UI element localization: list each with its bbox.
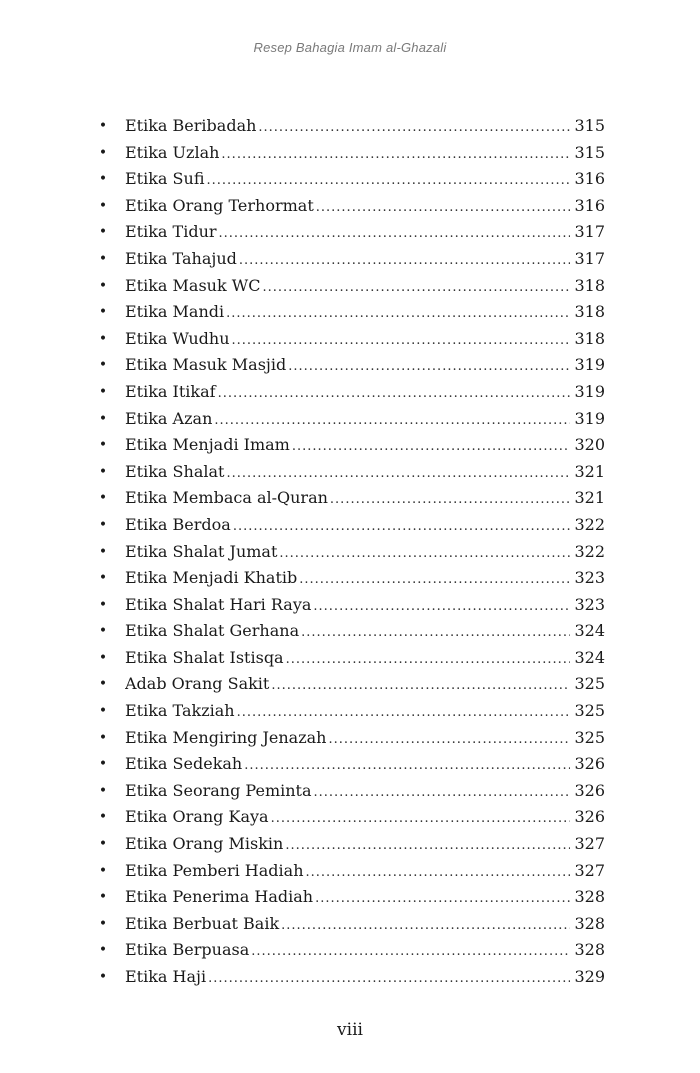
toc-entry <box>0 751 700 778</box>
dot-leader <box>239 248 571 275</box>
toc-entry-page: 327 <box>574 860 605 880</box>
toc-entry <box>0 804 700 831</box>
toc-entry-title: Adab Orang Sakit <box>125 674 270 694</box>
dot-leader <box>316 195 571 222</box>
dot-leader <box>271 673 570 700</box>
toc-entry-line <box>125 539 605 568</box>
bullet-icon: • <box>98 357 108 374</box>
toc-entry-title: Etika Shalat Jumat <box>125 541 278 561</box>
toc-entry-line <box>125 299 605 328</box>
dot-leader <box>226 301 570 328</box>
bullet-icon: • <box>98 915 108 932</box>
dot-leader <box>251 939 570 966</box>
toc-entry-title: Etika Wudhu <box>125 328 230 348</box>
toc-entry-title: Etika Masuk WC <box>125 275 261 295</box>
toc-entry <box>0 219 700 246</box>
toc-entry-title: Etika Pemberi Hadiah <box>125 860 304 880</box>
dot-leader <box>286 647 571 674</box>
toc-entry-line <box>125 246 605 275</box>
toc-entry-title: Etika Tahajud <box>125 248 237 268</box>
toc-entry <box>0 166 700 193</box>
toc-entry-title: Etika Uzlah <box>125 142 220 162</box>
toc-entry-page: 322 <box>574 541 605 561</box>
toc-entry-line <box>125 326 605 355</box>
toc-entry-page: 316 <box>574 169 605 189</box>
page-number: viii <box>337 1020 363 1040</box>
toc-entry-title: Etika Orang Terhormat <box>125 195 314 215</box>
toc-entry-title: Etika Mandi <box>125 302 225 322</box>
toc-entry-page: 323 <box>574 568 605 588</box>
toc-entry-page: 319 <box>574 381 605 401</box>
dot-leader <box>208 966 570 993</box>
toc-entry-line <box>125 485 605 514</box>
toc-entry-title: Etika Orang Miskin <box>125 834 284 854</box>
bullet-icon: • <box>98 171 108 188</box>
toc-entry <box>0 698 700 725</box>
bullet-icon: • <box>98 330 108 347</box>
toc-entry-page: 325 <box>574 727 605 747</box>
toc-entry-title: Etika Berpuasa <box>125 940 250 960</box>
toc-entry-title: Etika Seorang Peminta <box>125 780 312 800</box>
toc-entry-line <box>125 964 605 993</box>
toc-entry-page: 320 <box>574 435 605 455</box>
dot-leader <box>258 115 570 142</box>
toc-entry-line <box>125 113 605 142</box>
toc-entry-line <box>125 778 605 807</box>
bullet-icon: • <box>98 570 108 587</box>
toc-entry <box>0 964 700 991</box>
toc-entry-title: Etika Menjadi Khatib <box>125 568 298 588</box>
dot-leader <box>306 860 571 887</box>
dot-leader <box>219 221 571 248</box>
toc-entry-line <box>125 512 605 541</box>
toc-entry-page: 326 <box>574 754 605 774</box>
toc-entry <box>0 432 700 459</box>
bullet-icon: • <box>98 889 108 906</box>
toc-entry-title: Etika Tidur <box>125 222 217 242</box>
toc-entry-line <box>125 459 605 488</box>
dot-leader <box>292 434 571 461</box>
bullet-icon: • <box>98 304 108 321</box>
toc-entry-title: Etika Sufi <box>125 169 205 189</box>
toc-entry-page: 324 <box>574 647 605 667</box>
bullet-icon: • <box>98 277 108 294</box>
toc-entry-page: 317 <box>574 222 605 242</box>
toc-entry-page: 317 <box>574 248 605 268</box>
toc-entry-page: 327 <box>574 834 605 854</box>
toc-entry <box>0 140 700 167</box>
toc-entry-page: 321 <box>574 488 605 508</box>
toc-entry <box>0 273 700 300</box>
toc-entry-page: 315 <box>574 142 605 162</box>
bullet-icon: • <box>98 969 108 985</box>
toc-entry-page: 319 <box>574 408 605 428</box>
bullet-icon: • <box>98 250 108 267</box>
bullet-icon: • <box>98 942 108 959</box>
toc-entry-line <box>125 618 605 647</box>
toc-entry-title: Etika Berbuat Baik <box>125 913 280 933</box>
bullet-icon: • <box>98 490 108 507</box>
toc-entry-title: Etika Berdoa <box>125 514 231 534</box>
toc-entry-title: Etika Orang Kaya <box>125 807 269 827</box>
toc-entry-line <box>125 725 605 754</box>
toc-entry-title: Etika Menjadi Imam <box>125 435 290 455</box>
toc-entry-page: 324 <box>574 621 605 641</box>
bullet-icon: • <box>98 224 108 241</box>
toc-entry-line <box>125 565 605 594</box>
table-of-contents <box>0 113 700 991</box>
toc-entry-page: 321 <box>574 461 605 481</box>
toc-entry-line <box>125 671 605 700</box>
dot-leader <box>221 142 570 169</box>
toc-entry-line <box>125 645 605 674</box>
toc-entry <box>0 911 700 938</box>
dot-leader <box>271 806 571 833</box>
toc-entry-page: 328 <box>574 887 605 907</box>
toc-entry <box>0 246 700 273</box>
toc-entry-title: Etika Azan <box>125 408 213 428</box>
toc-entry <box>0 193 700 220</box>
running-header: Resep Bahagia Imam al-Ghazali <box>253 40 447 55</box>
toc-entry-page: 326 <box>574 780 605 800</box>
dot-leader <box>313 594 570 621</box>
toc-entry <box>0 565 700 592</box>
bullet-icon: • <box>98 782 108 799</box>
toc-entry <box>0 512 700 539</box>
toc-entry <box>0 406 700 433</box>
toc-entry <box>0 831 700 858</box>
bullet-icon: • <box>98 118 108 134</box>
toc-entry <box>0 671 700 698</box>
toc-entry <box>0 379 700 406</box>
bullet-icon: • <box>98 809 108 826</box>
bullet-icon: • <box>98 516 108 533</box>
toc-entry-page: 328 <box>574 913 605 933</box>
toc-entry-line <box>125 831 605 860</box>
toc-entry-title: Etika Sedekah <box>125 754 243 774</box>
toc-entry <box>0 725 700 752</box>
toc-entry-line <box>125 219 605 248</box>
toc-entry-page: 318 <box>574 275 605 295</box>
bullet-icon: • <box>98 649 108 666</box>
toc-entry <box>0 326 700 353</box>
toc-entry <box>0 299 700 326</box>
toc-entry-title: Etika Shalat Hari Raya <box>125 594 312 614</box>
toc-entry-line <box>125 352 605 381</box>
dot-leader <box>237 700 571 727</box>
toc-entry-title: Etika Haji <box>125 967 207 986</box>
toc-entry-line <box>125 751 605 780</box>
dot-leader <box>262 275 570 302</box>
toc-entry <box>0 352 700 379</box>
dot-leader <box>218 381 571 408</box>
dot-leader <box>281 913 570 940</box>
toc-entry <box>0 778 700 805</box>
toc-entry-page: 315 <box>574 116 605 135</box>
toc-entry-page: 323 <box>574 594 605 614</box>
bullet-icon: • <box>98 383 108 400</box>
toc-entry-line <box>125 911 605 940</box>
toc-entry <box>0 937 700 964</box>
toc-entry-title: Etika Itikaf <box>125 381 216 401</box>
dot-leader <box>301 620 570 647</box>
bullet-icon: • <box>98 144 108 161</box>
dot-leader <box>244 753 570 780</box>
bullet-icon: • <box>98 197 108 214</box>
toc-entry <box>0 592 700 619</box>
toc-entry-page: 322 <box>574 514 605 534</box>
toc-entry-page: 328 <box>574 940 605 960</box>
toc-entry-title: Etika Shalat <box>125 461 225 481</box>
toc-entry-title: Etika Takziah <box>125 701 235 721</box>
toc-entry-title: Etika Shalat Gerhana <box>125 621 300 641</box>
toc-entry-title: Etika Masuk Masjid <box>125 355 287 375</box>
toc-entry <box>0 618 700 645</box>
bullet-icon: • <box>98 543 108 560</box>
dot-leader <box>279 541 570 568</box>
dot-leader <box>288 354 570 381</box>
bullet-icon: • <box>98 862 108 879</box>
dot-leader <box>233 514 571 541</box>
dot-leader <box>232 328 571 355</box>
toc-entry <box>0 858 700 885</box>
bullet-icon: • <box>98 410 108 427</box>
bullet-icon: • <box>98 703 108 720</box>
dot-leader <box>226 461 570 488</box>
bullet-icon: • <box>98 437 108 454</box>
toc-entry-page: 316 <box>574 195 605 215</box>
toc-entry-line <box>125 858 605 887</box>
toc-entry <box>0 884 700 911</box>
toc-entry-line <box>125 804 605 833</box>
toc-entry-line <box>125 698 605 727</box>
toc-entry <box>0 539 700 566</box>
dot-leader <box>314 780 571 807</box>
toc-entry-line <box>125 592 605 621</box>
toc-entry-line <box>125 884 605 913</box>
dot-leader <box>206 168 570 195</box>
toc-entry-page: 319 <box>574 355 605 375</box>
toc-entry-line <box>125 166 605 195</box>
toc-entry-line <box>125 140 605 169</box>
toc-entry-line <box>125 379 605 408</box>
toc-entry-page: 329 <box>574 967 605 986</box>
dot-leader <box>330 487 571 514</box>
dot-leader <box>214 408 570 435</box>
toc-entry <box>0 459 700 486</box>
toc-entry-line <box>125 406 605 435</box>
toc-entry-line <box>125 432 605 461</box>
toc-entry-page: 325 <box>574 701 605 721</box>
toc-entry-title: Etika Penerima Hadiah <box>125 887 314 907</box>
bullet-icon: • <box>98 756 108 773</box>
toc-entry-page: 318 <box>574 302 605 322</box>
toc-entry-title: Etika Shalat Istisqa <box>125 647 284 667</box>
toc-entry-line <box>125 193 605 222</box>
bullet-icon: • <box>98 596 108 613</box>
dot-leader <box>285 833 570 860</box>
toc-entry <box>0 113 700 140</box>
toc-entry-page: 326 <box>574 807 605 827</box>
toc-entry <box>0 645 700 672</box>
toc-entry-line <box>125 273 605 302</box>
bullet-icon: • <box>98 676 108 693</box>
toc-entry-page: 318 <box>574 328 605 348</box>
dot-leader <box>299 567 570 594</box>
dot-leader <box>315 886 570 913</box>
toc-entry-line <box>125 937 605 966</box>
toc-entry-page: 325 <box>574 674 605 694</box>
bullet-icon: • <box>98 836 108 853</box>
dot-leader <box>328 727 570 754</box>
toc-entry-title: Etika Beribadah <box>125 116 257 135</box>
toc-entry-title: Etika Membaca al-Quran <box>125 488 328 508</box>
bullet-icon: • <box>98 463 108 480</box>
toc-entry-title: Etika Mengiring Jenazah <box>125 727 327 747</box>
bullet-icon: • <box>98 623 108 640</box>
bullet-icon: • <box>98 729 108 746</box>
toc-entry <box>0 485 700 512</box>
